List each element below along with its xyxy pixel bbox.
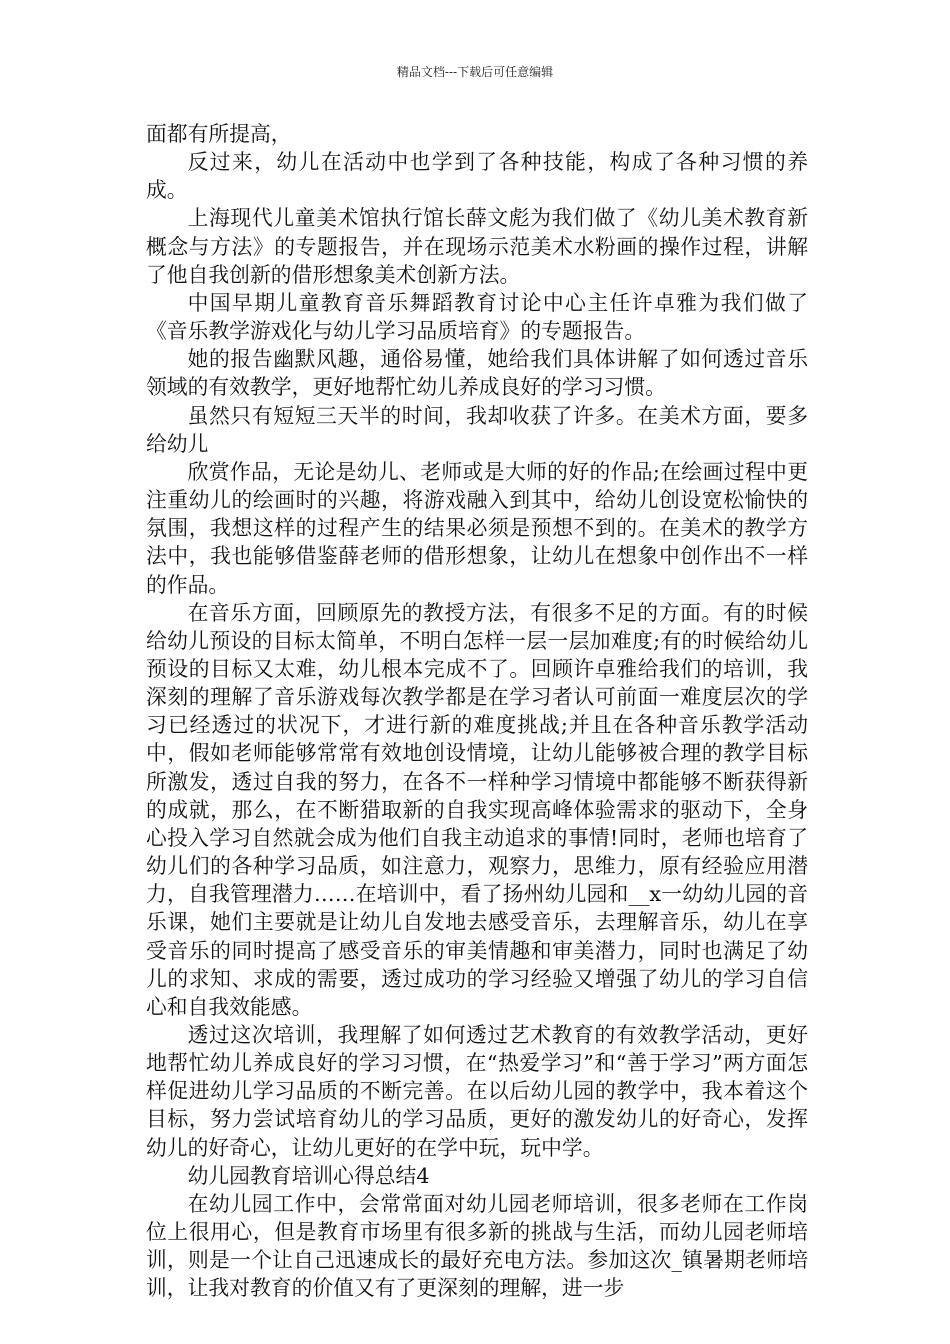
page-header: 精品文档---下载后可任意编辑 (396, 65, 554, 79)
paragraph: 虽然只有短短三天半的时间，我却收获了许多。在美术方面，要多给幼儿 (146, 403, 808, 456)
paragraph: 在幼儿园工作中，会常常面对幼儿园老师培训，很多老师在工作岗位上很用心，但是教育市场里有很多新的挑战与生活，而幼儿园老师培训，则是一个让自己迅速成长的最好充电方法。参加这次_镇暑期老师培训，让我对教育的价值又有了更深刻的理解，进一步 (146, 1191, 808, 1301)
paragraph: 她的报告幽默风趣，通俗易懂，她给我们具体讲解了如何透过音乐领域的有效教学，更好地帮忙幼儿养成良好的学习习惯。 (146, 347, 808, 400)
paragraph: 中国早期儿童教育音乐舞蹈教育讨论中心主任许卓雅为我们做了《音乐教学游戏化与幼儿学习品质培育》的专题报告。 (146, 290, 808, 344)
paragraph: 反过来，幼儿在活动中也学到了各种技能，构成了各种习惯的养成。 (146, 150, 808, 203)
paragraph: 欣赏作品，无论是幼儿、老师或是大师的好的作品;在绘画过程中更注重幼儿的绘画时的兴趣，将游戏融入到其中，给幼儿创设宽松愉快的氛围，我想这样的过程产生的结果必须是预想不到的。在美术的教学方法中，我也能够借鉴薛老师的借形想象，让幼儿在想象中创作出不一样的作品。 (146, 459, 808, 597)
section-heading: 幼儿园教育培训心得总结4 (187, 1163, 430, 1188)
document-body (146, 120, 808, 1303)
paragraph: 在音乐方面，回顾原先的教授方法，有很多不足的方面。有的时候给幼儿预设的目标太简单，不明白怎样一层一层加难度;有的时候给幼儿预设的目标又太难，幼儿根本完成不了。回顾许卓雅给我们的培训，我深刻的理解了音乐游戏每次教学都是在学习者认可前面一难度层次的学习已经透过的状况下，才进行新的难度挑战;并且在各种音乐教学活动中，假如老师能够常常有效地创设情境，让幼儿能够被合理的教学目标所激发，透过自我的努力，在各不一样种学习情境中都能够不断获得新的成就，那么，在不断猎取新的自我实现高峰体验需求的驱动下，全身心投入学习自然就会成为他们自我主动追求的事情!同时，老师也培育了幼儿们的各种学习品质，如注意力，观察力，思维力，原有经验应用潜力，自我管理潜力……在培训中，看了扬州幼儿园和__x一幼幼儿园的音乐课，她们主要就是让幼儿自发地去感受音乐，去理解音乐，幼儿在享受音乐的同时提高了感受音乐的审美情趣和审美潜力，同时也满足了幼儿的求知、求成的需要，透过成功的学习经验又增强了幼儿的学习自信心和自我效能感。 (146, 600, 808, 1019)
paragraph: 透过这次培训，我理解了如何透过艺术教育的有效教学活动，更好地帮忙幼儿养成良好的学习习惯，在“热爱学习”和“善于学习”两方面怎样促进幼儿学习品质的不断完善。在以后幼儿园的教学中，我本着这个目标，努力尝试培育幼儿的学习品质，更好的激发幼儿的好奇心，发挥幼儿的好奇心，让幼儿更好的在学中玩，玩中学。 (146, 1023, 808, 1160)
paragraph: 面都有所提高， (146, 122, 292, 146)
paragraph: 上海现代儿童美术馆执行馆长薛文彪为我们做了《幼儿美术教育新概念与方法》的专题报告，并在现场示范美术水粉画的操作过程，讲解了他自我创新的借形想象美术创新方法。 (146, 206, 808, 287)
